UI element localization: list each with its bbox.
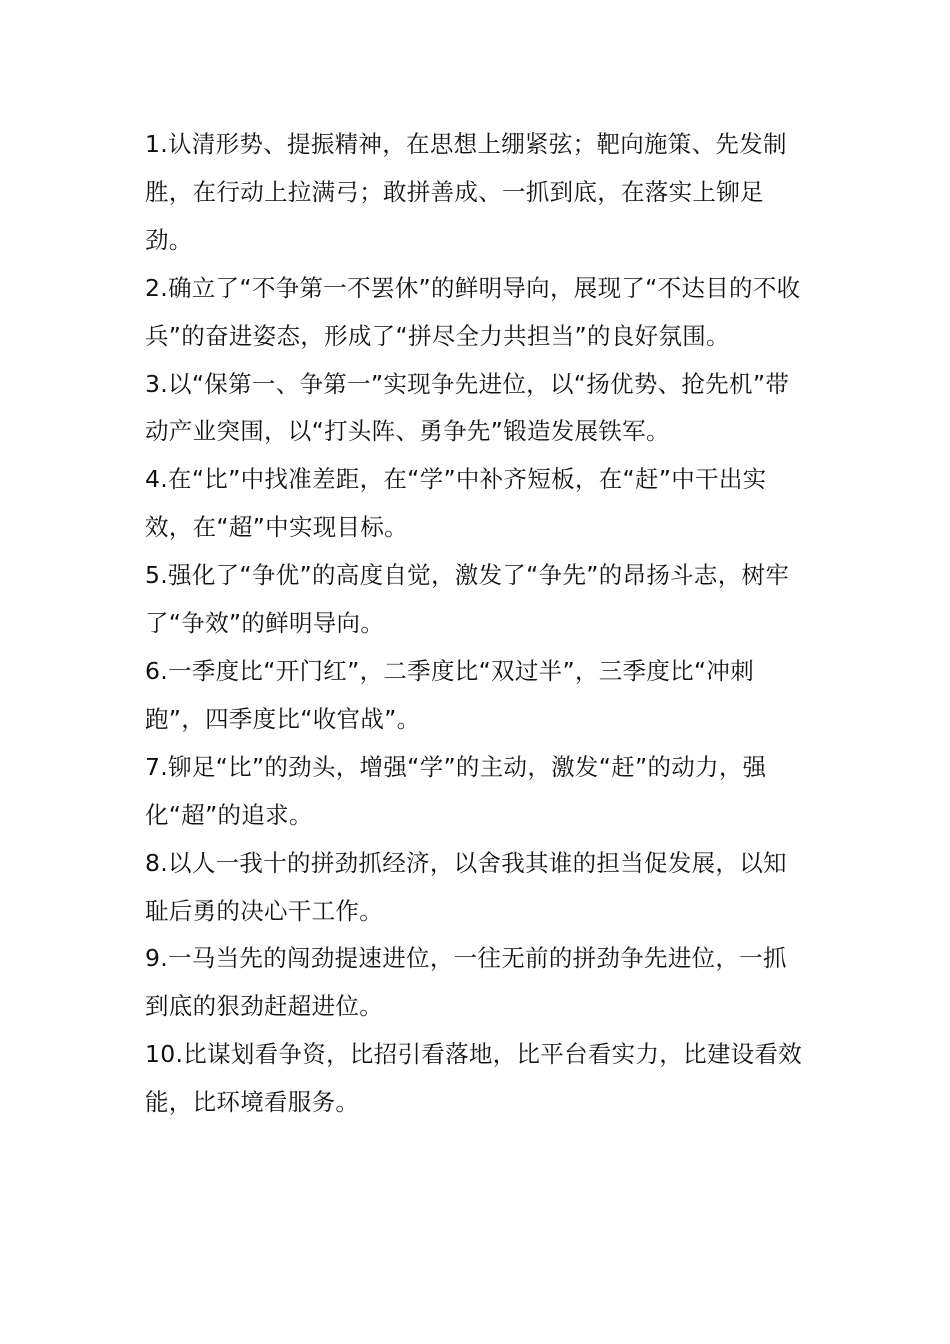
list-item-6: 6.一季度比“开门红”，二季度比“双过半”，三季度比“冲刺跑”，四季度比“收官战”。	[145, 656, 754, 733]
list-item-9: 9.一马当先的闯劲提速进位，一往无前的拼劲争先进位，一抓到底的狠劲赶超进位。	[145, 944, 787, 1021]
list-item-1: 1.认清形势、提振精神，在思想上绷紧弦；靶向施策、先发制胜，在行动上拉满弓；敢拼善成、一抓到底，在落实上铆足劲。	[145, 130, 787, 254]
list-item-2: 2.确立了“不争第一不罢休”的鲜明导向，展现了“不达目的不收兵”的奋进姿态，形成了“拼尽全力共担当”的良好氛围。	[145, 273, 801, 350]
list-item-3: 3.以“保第一、争第一”实现争先进位，以“扬优势、抢先机”带动产业突围，以“打头阵、勇争先”锻造发展铁军。	[145, 369, 790, 446]
list-item-4: 4.在“比”中找准差距，在“学”中补齐短板，在“赶”中干出实效，在“超”中实现目标。	[145, 465, 767, 542]
document-body	[145, 121, 810, 1127]
list-item-5: 5.强化了“争优”的高度自觉，激发了“争先”的昂扬斗志，树牢了“争效”的鲜明导向。	[145, 561, 790, 638]
list-item-8: 8.以人一我十的拼劲抓经济，以舍我其谁的担当促发展，以知耻后勇的决心干工作。	[145, 848, 787, 925]
list-item-10: 10.比谋划看争资，比招引看落地，比平台看实力，比建设看效能，比环境看服务。	[145, 1040, 803, 1117]
list-item-7: 7.铆足“比”的劲头，增强“学”的主动，激发“赶”的动力，强化“超”的追求。	[145, 752, 767, 829]
